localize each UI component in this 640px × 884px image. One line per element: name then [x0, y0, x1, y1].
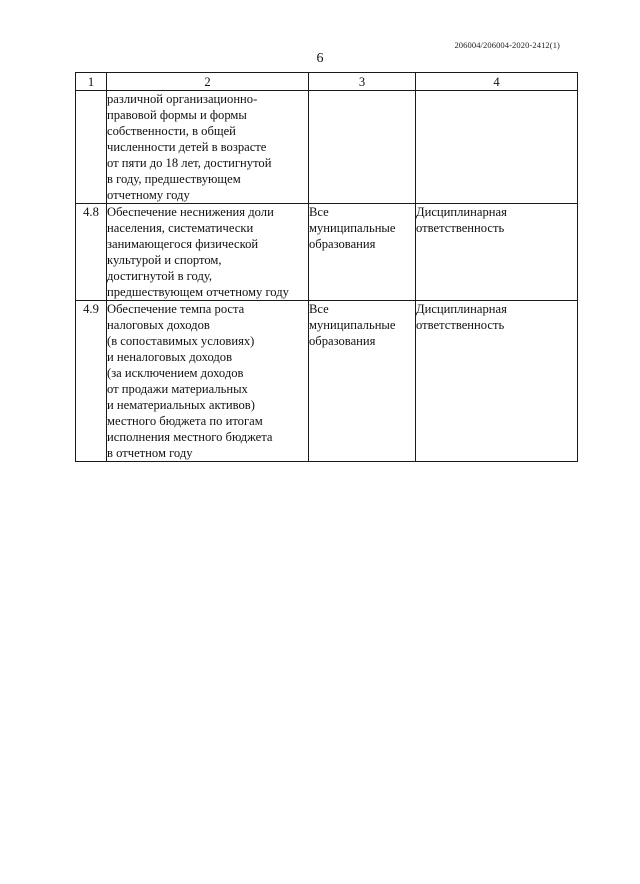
indicator-text: Обеспечение неснижения доли населения, систематически занимающегося физической культурой и спортом, достигнутой в году, предшествующем отчетному году	[107, 204, 309, 301]
column-header-2: 2	[107, 73, 309, 91]
table-row	[76, 204, 578, 301]
row-number: 4.9	[76, 301, 107, 462]
page-number: 6	[316, 51, 324, 66]
responsibility-text: Дисциплинарная ответственность	[416, 204, 578, 301]
table-row	[76, 301, 578, 462]
indicators-table	[75, 72, 578, 462]
table-row	[76, 91, 578, 204]
indicator-text: Обеспечение темпа роста налоговых доходов (в сопоставимых условиях) и неналоговых доходов (за исключением доходов от продажи материальных и нематериальных активов) местного бюджета по итогам исполнения местного бюджета в отчетном году	[107, 301, 309, 462]
responsibility-text: Дисциплинарная ответственность	[416, 301, 578, 462]
scope-text: Все муниципальные образования	[309, 301, 416, 462]
column-header-3: 3	[309, 73, 416, 91]
document-id: 206004/206004-2020-2412(1)	[454, 40, 560, 50]
responsibility-text	[416, 91, 578, 204]
indicator-text: различной организационно- правовой формы и формы собственности, в общей численности детей в возрасте от пяти до 18 лет, достигнутой в году, предшествующем отчетному году	[107, 91, 309, 204]
table-header-row	[76, 73, 578, 91]
row-number	[76, 91, 107, 204]
column-header-1: 1	[76, 73, 107, 91]
scope-text	[309, 91, 416, 204]
column-header-4: 4	[416, 73, 578, 91]
row-number: 4.8	[76, 204, 107, 301]
scope-text: Все муниципальные образования	[309, 204, 416, 301]
